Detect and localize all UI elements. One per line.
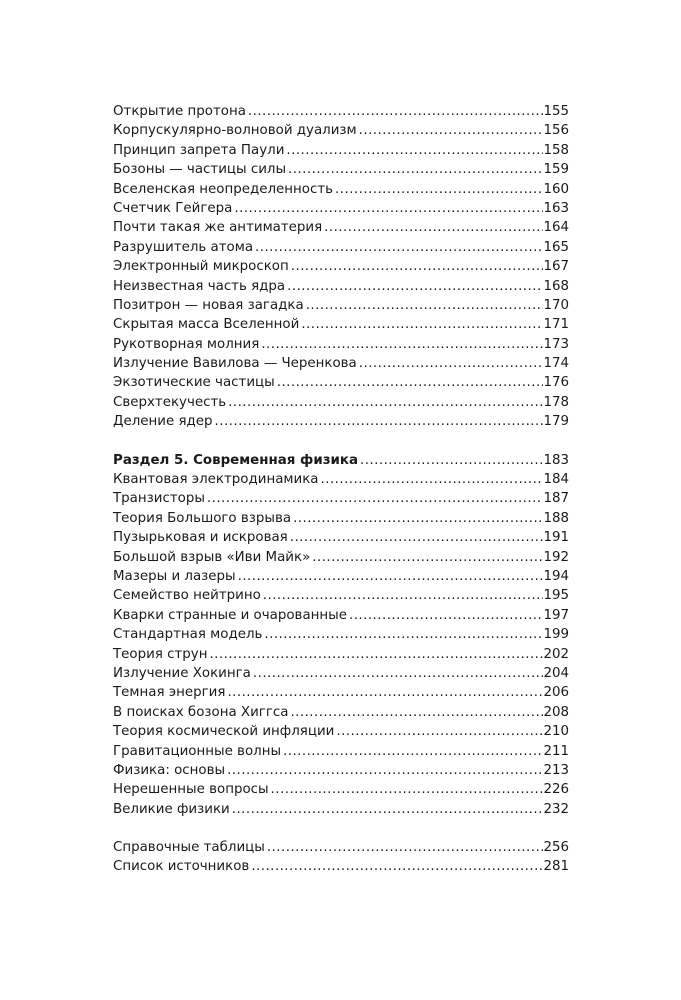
toc-entry-title: Справочные таблицы [113,840,265,856]
toc-leader-dots [225,761,543,780]
toc-leader-dots [284,141,543,160]
toc-entry-title: Теория струн [113,646,208,662]
toc-section-page: 183 [543,452,569,468]
toc-leader-dots [265,838,544,857]
toc-entry-title: Скрытая масса Вселенной [113,317,300,333]
toc-entry[interactable] [113,800,569,819]
toc-leader-dots [322,218,543,237]
toc-leader-dots [249,857,543,876]
toc-entry-page: 226 [543,782,569,798]
toc-entry-title: Пузырьковая и искровая [113,530,288,546]
toc-entry-page: 179 [543,414,569,430]
toc-entry[interactable] [113,567,569,586]
toc-entry-title: Великие физики [113,801,230,817]
toc-leader-dots [253,238,543,257]
toc-entry-page: 158 [543,142,569,158]
table-of-contents [113,102,569,877]
toc-leader-dots [226,393,543,412]
toc-entry-title: Принцип запрета Паули [113,142,285,158]
toc-leader-dots [236,567,544,586]
toc-entry[interactable] [113,645,569,664]
toc-entry-title: Открытие протона [113,104,246,119]
toc-entry[interactable] [113,625,569,644]
toc-leader-dots [232,199,543,218]
toc-entry[interactable] [113,335,569,354]
toc-entry-title: Список источников [113,859,250,875]
toc-entry-title: Квантовая электродинамика [113,472,319,488]
toc-entry[interactable] [113,857,569,876]
toc-leader-dots [357,121,544,140]
toc-leader-dots [262,625,543,644]
toc-entry[interactable] [113,703,569,722]
toc-entry-title: Сверхтекучесть [113,394,227,410]
toc-entry-title: Почти такая же антиматерия [113,220,323,236]
toc-leader-dots [251,664,544,683]
toc-leader-dots [213,412,544,431]
toc-leader-dots [291,509,543,528]
toc-entry-title: Электронный микроскоп [113,259,289,275]
toc-entry[interactable] [113,780,569,799]
toc-entry-title: Кварки странные и очарованные [113,607,347,623]
toc-entry-page: 194 [543,568,569,584]
toc-entry-page: 202 [543,646,569,662]
toc-entry-title: Теория космической инфляции [113,724,335,740]
toc-leader-dots [275,373,544,392]
toc-group-section4 [113,102,569,432]
toc-spacer [113,432,569,451]
toc-entry-title: Стандартная модель [113,627,263,643]
toc-entry[interactable] [113,664,569,683]
toc-entry[interactable] [113,141,569,160]
toc-entry[interactable] [113,199,569,218]
toc-entry[interactable] [113,296,569,315]
toc-entry-title: Физика: основы [113,762,226,778]
toc-entry-page: 206 [543,685,569,701]
toc-entry-page: 165 [543,239,569,255]
toc-leader-dots [304,296,544,315]
toc-entry[interactable] [113,548,569,567]
toc-entry-title: Деление ядер [113,414,213,430]
toc-entry[interactable] [113,742,569,761]
toc-entry-page: 184 [543,472,569,488]
toc-entry-page: 187 [543,491,569,507]
toc-entry-title: В поисках бозона Хиггса [113,704,289,720]
toc-leader-dots [281,742,543,761]
toc-entry[interactable] [113,354,569,373]
toc-entry-title: Излучение Вавилова — Черенкова [113,356,357,372]
toc-entry-page: 204 [543,665,569,681]
toc-entry[interactable] [113,102,569,121]
toc-entry-title: Разрушитель атома [113,239,254,255]
toc-entry[interactable] [113,412,569,431]
toc-entry-page: 156 [543,123,569,139]
toc-entry[interactable] [113,315,569,334]
toc-entry-page: 171 [543,317,569,333]
toc-entry-page: 208 [543,704,569,720]
toc-entry-page: 210 [543,724,569,740]
toc-leader-dots [205,489,544,508]
toc-entry[interactable] [113,373,569,392]
toc-group-section5 [113,451,569,470]
toc-leader-dots [285,277,543,296]
toc-entry[interactable] [113,606,569,625]
toc-entry[interactable] [113,238,569,257]
toc-leader-dots [288,703,543,722]
toc-entry-page: 191 [543,530,569,546]
toc-section-title: Раздел 5. Современная физика [113,452,359,468]
toc-entry-page: 213 [543,762,569,778]
toc-spacer [113,819,569,838]
toc-entry[interactable] [113,257,569,276]
toc-entry[interactable] [113,121,569,140]
toc-entry-title: Позитрон — новая загадка [113,297,304,313]
toc-entry-title: Гравитационные волны [113,743,282,759]
toc-leader-dots [310,548,543,567]
toc-entry-title: Мазеры и лазеры [113,568,236,584]
toc-entry-page: 232 [543,801,569,817]
toc-entry-page: 164 [543,220,569,236]
toc-entry-page: 197 [543,607,569,623]
toc-entry[interactable] [113,586,569,605]
toc-entry[interactable] [113,470,569,489]
toc-entry-page: 195 [543,588,569,604]
toc-leader-dots [347,606,543,625]
toc-entry-page: 178 [543,394,569,410]
toc-leader-dots [207,645,543,664]
toc-entry-page: 155 [543,104,569,119]
toc-entry-page: 256 [543,840,569,856]
toc-leader-dots [259,335,543,354]
toc-entry-title: Семейство нейтрино [113,588,261,604]
toc-leader-dots [225,683,543,702]
toc-entry[interactable] [113,683,569,702]
toc-leader-dots [319,470,544,489]
toc-entry-title: Корпускулярно-волновой дуализм [113,123,357,139]
toc-entry-page: 160 [543,181,569,197]
toc-entry[interactable] [113,722,569,741]
toc-entry-title: Темная энергия [113,685,226,701]
toc-entry-page: 281 [543,859,569,875]
toc-entry-page: 176 [543,375,569,391]
toc-entry[interactable] [113,489,569,508]
toc-entry-page: 167 [543,259,569,275]
toc-leader-dots [230,800,544,819]
toc-entry-page: 173 [543,336,569,352]
toc-entry-page: 170 [543,297,569,313]
toc-leader-dots [289,257,544,276]
toc-entry[interactable] [113,509,569,528]
toc-entry[interactable] [113,393,569,412]
toc-entry-page: 174 [543,356,569,372]
toc-entry[interactable] [113,528,569,547]
toc-entry[interactable] [113,180,569,199]
toc-entry[interactable] [113,838,569,857]
toc-entry[interactable] [113,761,569,780]
toc-entry-title: Бозоны — частицы силы [113,162,287,178]
toc-entry-title: Излучение Хокинга [113,665,251,681]
toc-entry-title: Вселенская неопределенность [113,181,334,197]
toc-entry-page: 168 [543,278,569,294]
toc-entry[interactable] [113,218,569,237]
toc-entry-page: 211 [543,743,569,759]
toc-entry-title: Теория Большого взрыва [113,510,292,526]
toc-entry-title: Большой взрыв «Иви Майк» [113,549,311,565]
toc-entry-page: 188 [543,510,569,526]
toc-entry-title: Экзотические частицы [113,375,275,391]
toc-entry-title: Рукотворная молния [113,336,260,352]
toc-entry-page: 199 [543,627,569,643]
toc-entry-page: 163 [543,200,569,216]
toc-leader-dots [288,528,544,547]
toc-entry[interactable] [113,160,569,179]
toc-entry-title: Счетчик Гейгера [113,200,233,216]
toc-leader-dots [358,451,543,470]
toc-leader-dots [286,160,543,179]
toc-entry-title: Транзисторы [113,491,205,507]
toc-group-appendix [113,838,569,877]
toc-section-heading[interactable] [113,451,569,470]
toc-leader-dots [269,780,544,799]
toc-leader-dots [357,354,544,373]
toc-leader-dots [246,102,544,121]
toc-leader-dots [261,586,544,605]
toc-entry-page: 192 [543,549,569,565]
toc-entry-title: Нерешенные вопросы [113,782,269,798]
toc-leader-dots [299,315,543,334]
toc-leader-dots [334,722,543,741]
toc-entry[interactable] [113,277,569,296]
toc-entry-page: 159 [543,162,569,178]
toc-group-section5-entries [113,470,569,819]
toc-entry-title: Неизвестная часть ядра [113,278,286,294]
toc-leader-dots [333,180,543,199]
